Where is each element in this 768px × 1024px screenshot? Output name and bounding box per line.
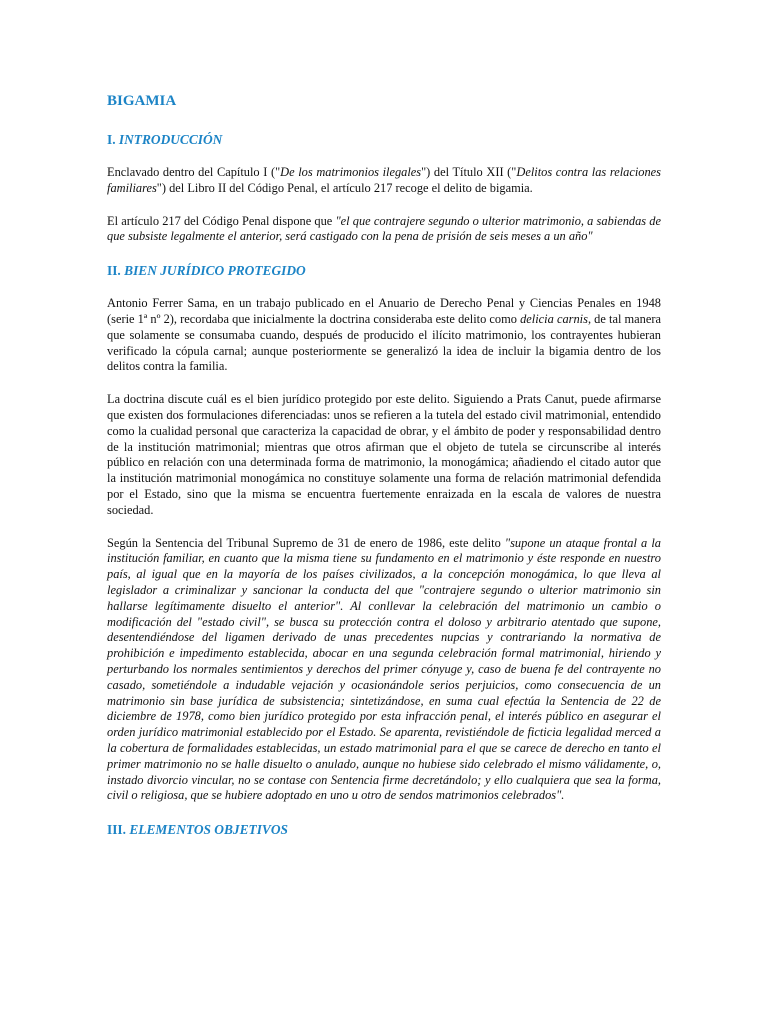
section-title: INTRODUCCIÓN [118, 132, 223, 147]
italic-text: "supone un ataque frontal a la institución familiar, en cuanto que la misma tiene su fundamento en el matrimonio y éste responde en nuestro país, al igual que en la mayoría de los países civilizados, a la concepción monogámica, lo que lleva al legislador a criminalizar y sancionar la conducta del que "contrajere segundo o ulterior matrimonio sin hallarse legítimamente disuelto el anterior". Al conllevar la celebración del matrimonio un cambio o modificación del "estado civil", se busca su protección contra el doloso y arbitrario atentado que supone, desentendiéndose del ligamen derivado de unas precedentes nupcias y contrariando la normativa de prohibición e impedimento establecida, abocar en una segunda celebración formal matrimonial, hiriendo y perturbando los normales sentimientos y derechos del primer cónyuge y, caso de buena fe del contrayente no casado, sometiéndole a indudable vejación y ocasionándole serios perjuicios, como consecuencia de un matrimonio sin base jurídica de subsistencia; sintetizándose, en suma cual efectúa la Sentencia de 22 de diciembre de 1978, como bien jurídico protegido por esta infracción penal, el interés público en asegurar el orden jurídico matrimonial establecido por el Estado. Se aparenta, revistiéndole de ficticia legalidad merced a la cobertura de formalidades establecidas, un estado matrimonial para el que se carece de derecho en tanto el primer matrimonio no se halle disuelto o anulado, aunque no hubiese sido celebrado el mismo válidamente, o, instado divorcio vincular, no se contase con Sentencia firme decretándolo; y ello cualquiera que sea la forma, civil o religiosa, que se hubiere adoptado en uno u otro de sendos matrimonios celebrados". [107, 535, 661, 803]
section-heading [107, 262, 661, 279]
italic-text: Delitos contra las relaciones familiares [107, 165, 661, 195]
text-run: ") del Libro II del Código Penal, el artículo 217 recoge el delito de bigamia. [156, 180, 533, 195]
paragraph [107, 214, 661, 246]
section-number: II. [107, 263, 121, 279]
text-run: Enclavado dentro del Capítulo I (" [107, 165, 281, 179]
text-run: , de tal manera que solamente se consumaba cuando, después de producido el ilícito matrimonio, los contrayentes hubieran verificado la cópula carnal; aunque posteriormente se generalizó la idea de incluir la bigamia dentro de los delitos contra la familia. [107, 311, 661, 374]
text-run: La doctrina discute cuál es el bien jurídico protegido por este delito. Siguiendo a Prats Canut, puede afirmarse que existen dos formulaciones diferenciadas: unos se refieren a la tutela del estado civil matrimonial, entendido como la cualidad personal que caracteriza la capacidad de obrar, y el ámbito de poder y responsabilidad dentro de la institución matrimonial; mientras que otros afirman que el objeto de tutela se circunscribe al interés público en relación con una determinada forma de matrimonio, la monogámica; añadiendo el citado autor que la institución matrimonial monogámica no constituye solamente una forma de relación matrimonial defendida por el Estado, sino que la misma se encuentra fuertemente enraizada en la escala de valores de nuestra sociedad. [107, 392, 661, 517]
paragraph [107, 296, 661, 375]
text-run: El artículo 217 del Código Penal dispone que [107, 213, 336, 228]
italic-text: delicia carnis [520, 311, 588, 326]
italic-text: De los matrimonios ilegales [280, 165, 422, 179]
section-number: III. [107, 822, 126, 838]
section-number: I. [107, 132, 116, 147]
document-body [107, 91, 661, 855]
section-heading [107, 131, 661, 148]
text-run: Antonio Ferrer Sama, en un trabajo publicado en el Anuario de Derecho Penal y Ciencias Penales en 1948 (serie 1ª nº 2), recordaba que inicialmente la doctrina consideraba este delito como [107, 296, 661, 326]
section-title: ELEMENTOS OBJETIVOS [129, 822, 288, 838]
section-heading [107, 821, 661, 838]
italic-text: "el que contrajere segundo o ulterior matrimonio, a sabiendas de que subsiste legalmente el anterior, será castigado con la pena de prisión de seis meses a un año" [107, 213, 661, 244]
section-title: BIEN JURÍDICO PROTEGIDO [124, 263, 306, 279]
paragraph [107, 165, 661, 197]
sections-container [107, 131, 661, 838]
text-run: ") del Título XII (" [421, 165, 517, 179]
document-title: BIGAMIA [107, 93, 177, 109]
paragraph [107, 536, 661, 805]
paragraph [107, 392, 661, 518]
text-run: Según la Sentencia del Tribunal Supremo de 31 de enero de 1986, este delito [107, 535, 505, 550]
